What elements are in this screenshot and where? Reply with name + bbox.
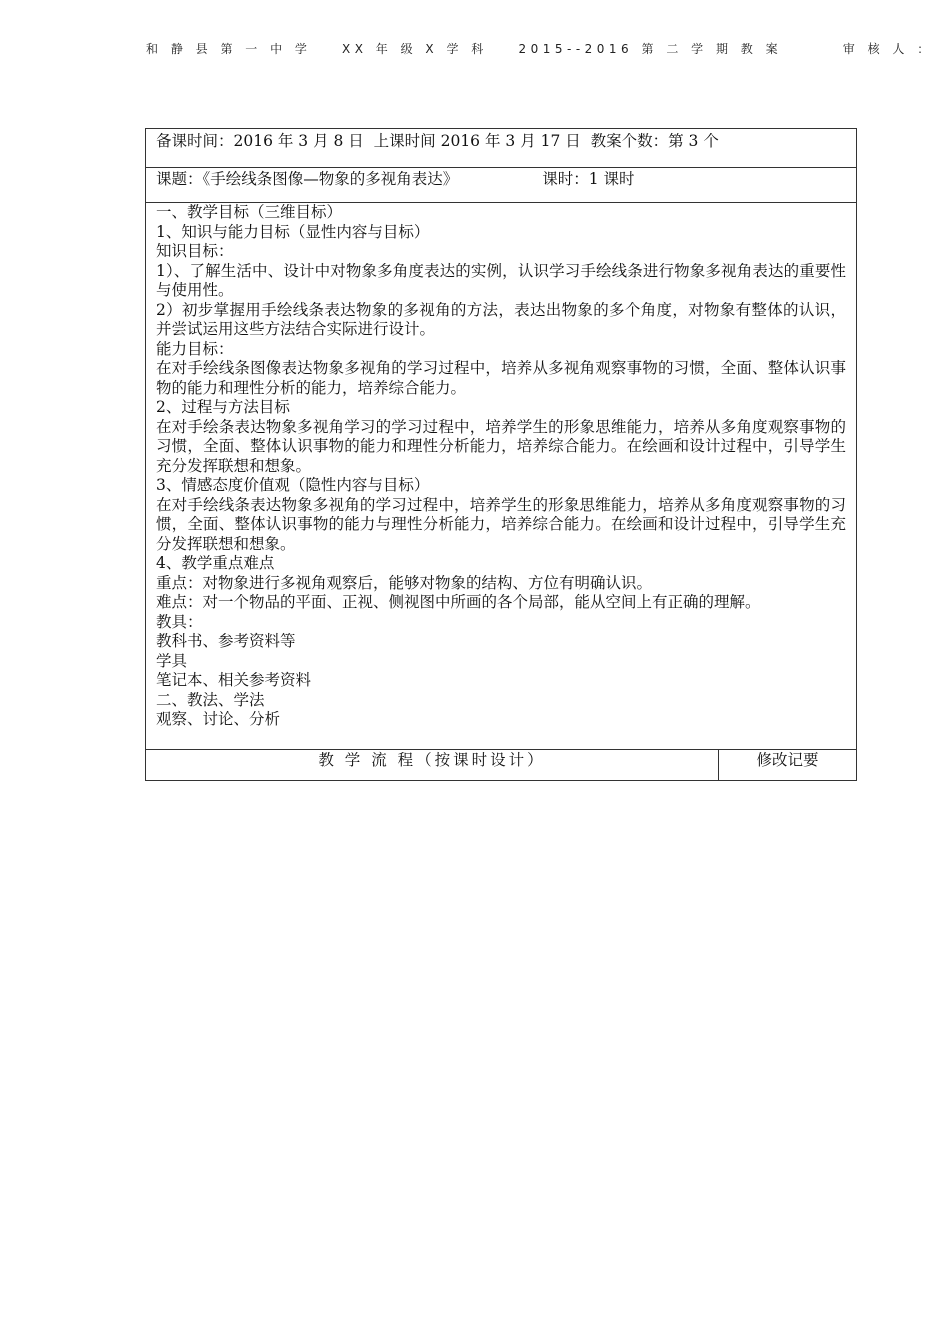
content-line: 二、教法、学法: [156, 690, 265, 709]
content-line: 能力目标：: [156, 339, 234, 358]
content-line: 在对手绘线条表达物象多视角的学习过程中，培养学生的形象思维能力，培养从多角度观察事物的习惯，全面、整体认识事物的能力与理性分析能力，培养综合能力。在绘画和设计过程中，引导学生充分发挥联想和想象。: [156, 495, 846, 553]
content-line: 2、过程与方法目标: [156, 398, 290, 416]
content-line: 知识目标：: [156, 242, 234, 260]
header-grade: XX 年 级 X 学 科: [342, 42, 488, 56]
prep-time: 备课时间：2016 年 3 月 8 日: [156, 132, 364, 150]
teaching-process-header: 教 学 流 程（按课时设计）: [146, 750, 719, 781]
revision-notes-header: 修改记要: [719, 750, 857, 781]
lesson-plan-table: [145, 128, 856, 781]
plan-count: 教案个数：第 3 个: [590, 132, 719, 150]
content-line: 在对手绘条表达物象多视角学习的学习过程中，培养学生的形象思维能力，培养从多角度观察事物的习惯，全面、整体认识事物的能力和理性分析能力，培养综合能力。在绘画和设计过程中，引导学生充分发挥联想和想象。: [156, 417, 846, 475]
content-line: 笔记本、相关参考资料: [156, 671, 312, 689]
content-line: 教科书、参考资料等: [156, 632, 296, 650]
content-line: 1）、了解生活中、设计中对物象多角度表达的实例，认识学习手绘线条进行物象多视角表达的重要性与使用性。: [156, 261, 846, 299]
lesson-hours: 课时：1 课时: [542, 170, 635, 188]
page-header: [146, 40, 934, 57]
info-row: [146, 129, 857, 168]
content-line: 4、教学重点难点: [156, 554, 275, 572]
content-line: 观察、讨论、分析: [156, 710, 281, 728]
content-line: 1、知识与能力目标（显性内容与目标）: [156, 222, 430, 241]
header-reviewer: 审 核 人 ：: [842, 42, 934, 56]
topic-row: [146, 168, 857, 203]
lesson-title: 课题：《手绘线条图像—物象的多视角表达》: [156, 170, 459, 188]
content-line: 2）初步掌握用手绘线条表达物象的多视角的方法，表达出物象的多个角度，对物象有整体的认识，并尝试运用这些方法结合实际进行设计。: [156, 300, 846, 338]
content-line: 一、教学目标（三维目标）: [156, 203, 343, 221]
class-time: 上课时间 2016 年 3 月 17 日: [373, 132, 581, 150]
content-cell: [146, 203, 857, 750]
content-line: 学具: [156, 651, 188, 670]
content-line: 难点：对一个物品的平面、正视、侧视图中所画的各个局部，能从空间上有正确的理解。: [156, 593, 761, 611]
flow-header-row: [146, 750, 857, 781]
content-row: [146, 203, 857, 750]
content-line: 教具：: [156, 612, 203, 631]
header-term: 2015--2016 第 二 学 期 教 案: [518, 42, 783, 56]
content-line: 3、情感态度价值观（隐性内容与目标）: [156, 476, 430, 494]
content-line: 重点：对物象进行多视角观察后，能够对物象的结构、方位有明确认识。: [156, 573, 653, 592]
content-line: 在对手绘线条图像表达物象多视角的学习过程中，培养从多视角观察事物的习惯，全面、整体认识事物的能力和理性分析的能力，培养综合能力。: [156, 359, 846, 397]
header-school: 和 静 县 第 一 中 学: [146, 42, 312, 56]
